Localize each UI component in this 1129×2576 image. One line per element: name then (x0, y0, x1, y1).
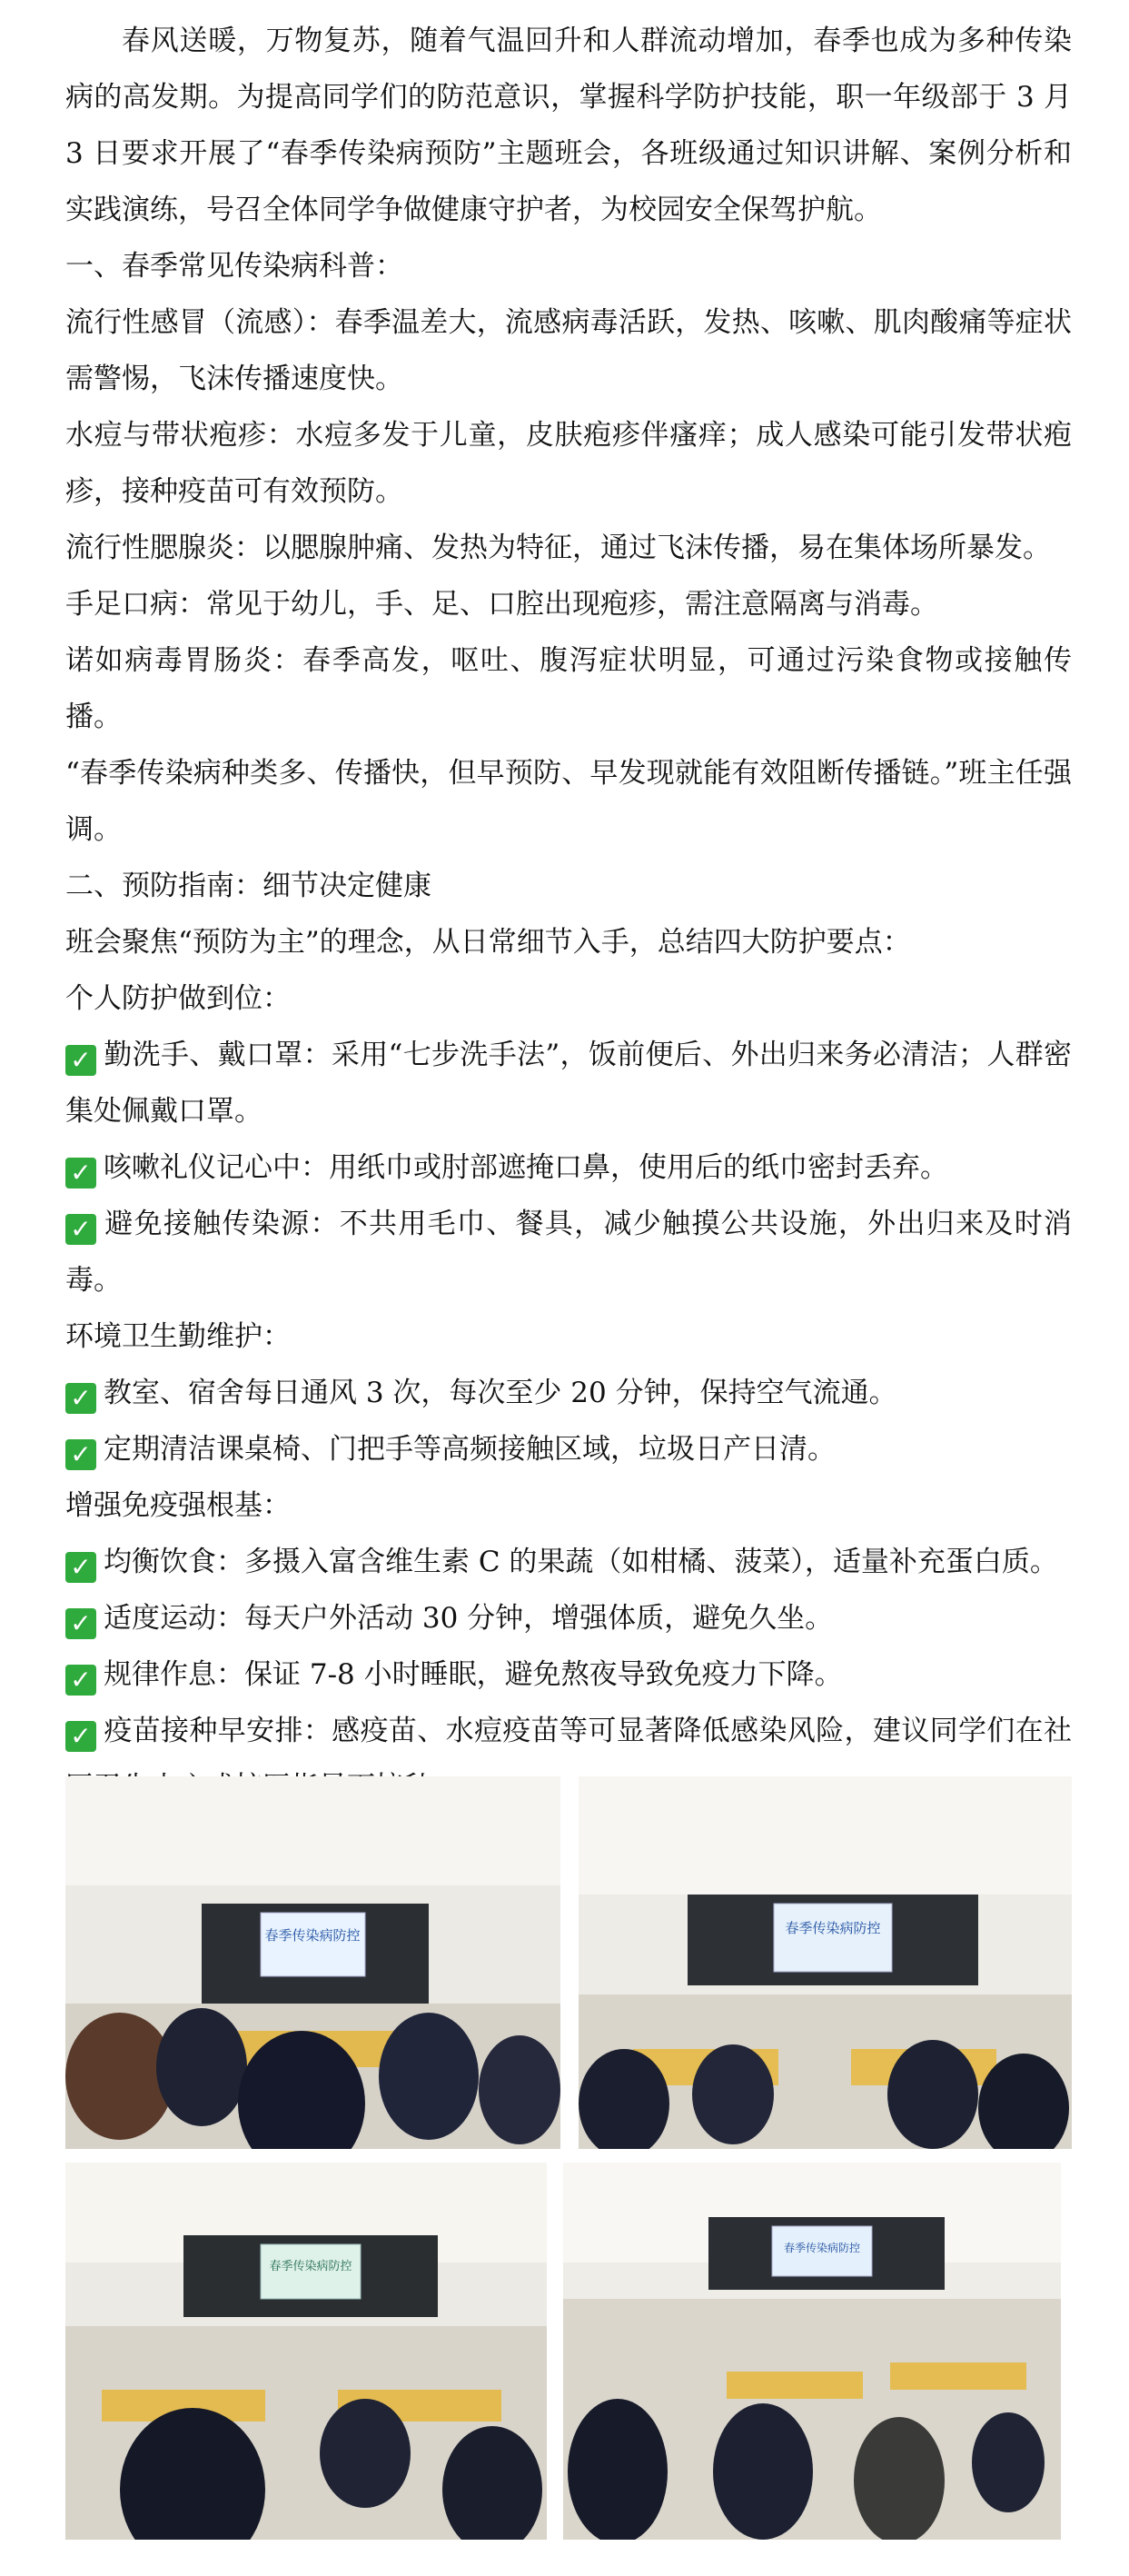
checklist-text: 咳嗽礼仪记心中：用纸巾或肘部遮掩口鼻，使用后的纸巾密封丢弃。 (104, 1151, 948, 1184)
checklist-text: 勤洗手、戴口罩：采用“七步洗手法”，饭前便后、外出归来务必清洁；人群密集处佩戴口罩。 (65, 1039, 1072, 1128)
screen-title: 春季传染病防控 (264, 1927, 361, 1944)
section2-lead: 班会聚焦“预防为主”的理念，从日常细节入手，总结四大防护要点： (65, 926, 911, 959)
classroom-photo (65, 2163, 547, 2540)
screen-title: 春季传染病防控 (783, 2242, 861, 2254)
checklist-item (65, 1421, 1072, 1477)
disease-item: 水痘与带状疱疹：水痘多发于儿童，皮肤疱疹伴瘙痒；成人感染可能引发带状疱疹，接种疫苗可有效预防。 (65, 419, 1072, 508)
checklist-text: 规律作息：保证 7-8 小时睡眠，避免熬夜导致免疫力下降。 (104, 1658, 843, 1691)
check-mark-icon: ✓ (65, 1665, 96, 1696)
classroom-photo (65, 1776, 560, 2149)
section2-heading: 二、预防指南：细节决定健康 (65, 870, 431, 902)
section1-heading: 一、春季常见传染病科普： (65, 250, 403, 283)
disease-item: 诺如病毒胃肠炎：春季高发，呕吐、腹泻症状明显，可通过污染食物或接触传播。 (65, 644, 1072, 733)
checklist-item (65, 1027, 1072, 1139)
intro-paragraph: 春风送暖，万物复苏，随着气温回升和人群流动增加，春季也成为多种传染病的高发期。为提高同学们的防范意识，掌握科学防护技能，职一年级部于 3 月 3 日要求开展了“春季传染病预防”主题班会，各班级通过知识讲解、案例分析和实践演练，号召全体同学争做健康守护者，为校园安全保驾护航。 (65, 25, 1072, 226)
check-mark-icon: ✓ (65, 1383, 96, 1414)
checklist-item (65, 1139, 1072, 1196)
check-mark-icon: ✓ (65, 1214, 96, 1245)
checklist-text: 定期清洁课桌椅、门把手等高频接触区域，垃圾日产日清。 (104, 1433, 836, 1466)
classroom-photo (579, 1776, 1072, 2149)
teacher-quote: “春季传染病种类多、传播快，但早预防、早发现就能有效阻断传播链。”班主任强调。 (65, 757, 1072, 846)
checklist-text: 避免接触传染源：不共用毛巾、餐具，减少触摸公共设施，外出归来及时消毒。 (65, 1208, 1072, 1297)
check-mark-icon: ✓ (65, 1158, 96, 1189)
check-mark-icon: ✓ (65, 1439, 96, 1470)
screen-title: 春季传染病防控 (785, 1920, 881, 1936)
disease-item: 流行性腮腺炎：以腮腺肿痛、发热为特征，通过飞沫传播，易在集体场所暴发。 (65, 532, 1051, 564)
article-body (65, 13, 1072, 1815)
check-mark-icon: ✓ (65, 1608, 96, 1639)
checklist-item (65, 1196, 1072, 1308)
checklist-item (65, 1365, 1072, 1421)
group-title: 环境卫生勤维护： (65, 1320, 291, 1353)
checklist-item (65, 1646, 1072, 1703)
disease-item: 流行性感冒（流感）：春季温差大，流感病毒活跃，发热、咳嗽、肌肉酸痛等症状需警惕，飞沫传播速度快。 (65, 306, 1072, 395)
checklist-text: 均衡饮食：多摄入富含维生素 C 的果蔬（如柑橘、菠菜），适量补充蛋白质。 (104, 1546, 1058, 1578)
checklist-item (65, 1590, 1072, 1646)
classroom-photo (563, 2163, 1061, 2540)
disease-item: 手足口病：常见于幼儿，手、足、口腔出现疱疹，需注意隔离与消毒。 (65, 588, 938, 621)
checklist-text: 教室、宿舍每日通风 3 次，每次至少 20 分钟，保持空气流通。 (104, 1377, 897, 1409)
checklist-text: 适度运动：每天户外活动 30 分钟，增强体质，避免久坐。 (104, 1602, 834, 1635)
group-title: 个人防护做到位： (65, 982, 291, 1015)
check-mark-icon: ✓ (65, 1045, 96, 1076)
check-mark-icon: ✓ (65, 1552, 96, 1583)
checklist-text: 疫苗接种早安排：感疫苗、水痘疫苗等可显著降低感染风险，建议同学们在社 (104, 1715, 1072, 1747)
photo-grid (65, 1776, 1072, 2540)
checklist-item (65, 1534, 1072, 1590)
screen-title: 春季传染病防控 (269, 2260, 352, 2273)
group-title: 增强免疫强根基： (65, 1489, 291, 1522)
check-mark-icon: ✓ (65, 1721, 96, 1752)
